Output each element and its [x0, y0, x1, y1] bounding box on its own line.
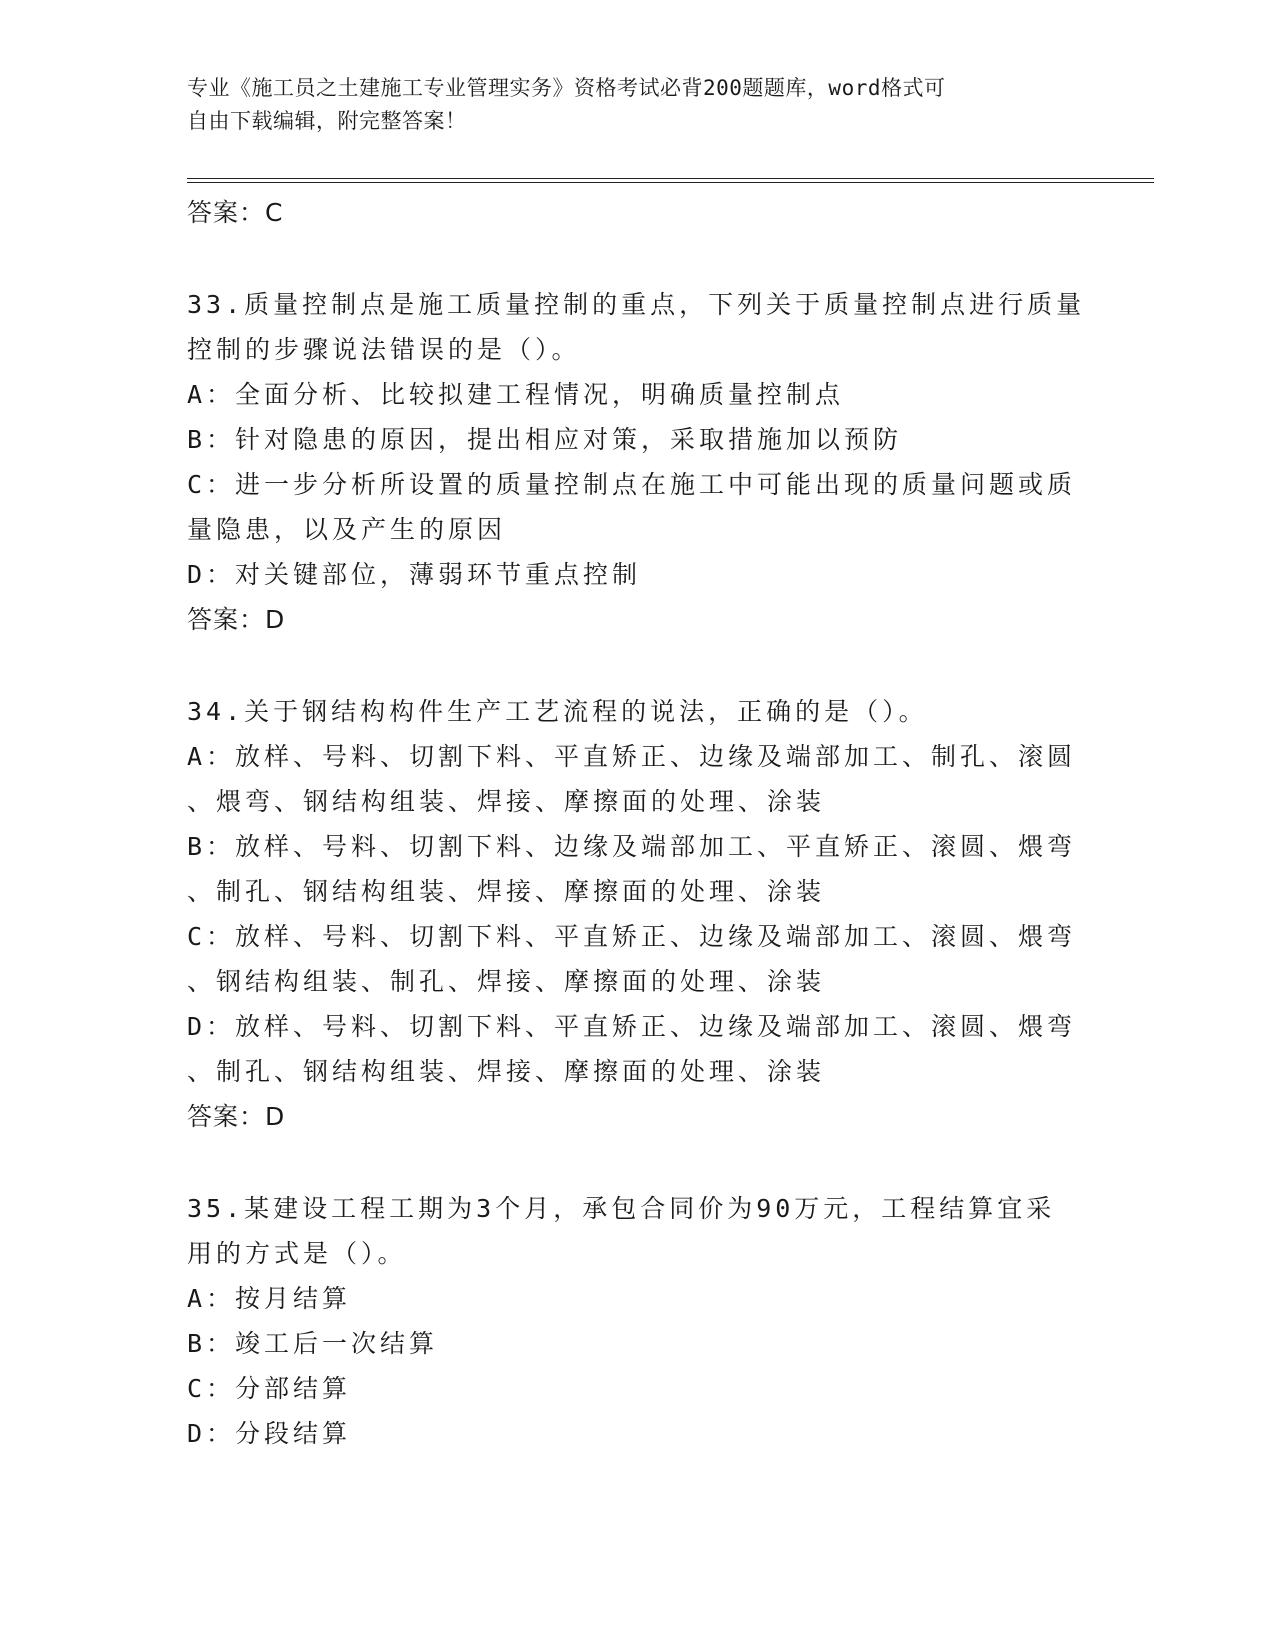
- question-spacer: [187, 1139, 1087, 1186]
- header-divider-top: [187, 178, 1154, 179]
- answer-line: 答案：D: [187, 1102, 286, 1131]
- header-divider-bottom: [187, 182, 1154, 183]
- answer-line: 答案：C: [187, 198, 284, 227]
- option-line: 量隐患，以及产生的原因: [187, 515, 507, 544]
- question-stem-line: 33.质量控制点是施工质量控制的重点，下列关于质量控制点进行质量: [187, 290, 1086, 319]
- option-line: C：进一步分析所设置的质量控制点在施工中可能出现的质量问题或质: [187, 470, 1077, 499]
- question-spacer: [187, 235, 1087, 282]
- option-line: A：放样、号料、切割下料、平直矫正、边缘及端部加工、制孔、滚圆: [187, 742, 1077, 771]
- option-line: 、钢结构组装、制孔、焊接、摩擦面的处理、涂装: [187, 967, 826, 996]
- question-block: [187, 282, 1087, 642]
- option-line: C：放样、号料、切割下料、平直矫正、边缘及端部加工、滚圆、煨弯: [187, 922, 1077, 951]
- question-stem-line: 控制的步骤说法错误的是（）。: [187, 335, 581, 364]
- option-line: D：放样、号料、切割下料、平直矫正、边缘及端部加工、滚圆、煨弯: [187, 1012, 1077, 1041]
- option-line: B：针对隐患的原因，提出相应对策，采取措施加以预防: [187, 425, 903, 454]
- question-block: [187, 689, 1087, 1139]
- option-line: 、制孔、钢结构组装、焊接、摩擦面的处理、涂装: [187, 877, 826, 906]
- option-line: A：全面分析、比较拟建工程情况，明确质量控制点: [187, 380, 845, 409]
- question-stem-line: 35.某建设工程工期为3个月，承包合同价为90万元，工程结算宜采: [187, 1194, 1056, 1223]
- option-line: D：对关键部位，薄弱环节重点控制: [187, 560, 642, 589]
- header-title-line-2: 自由下载编辑，附完整答案！: [187, 109, 467, 133]
- question-spacer: [187, 642, 1087, 689]
- question-list: [187, 190, 1087, 1456]
- document-header: [187, 72, 1067, 138]
- option-line: 、煨弯、钢结构组装、焊接、摩擦面的处理、涂装: [187, 787, 826, 816]
- answer-line: 答案：D: [187, 605, 286, 634]
- option-line: B：竣工后一次结算: [187, 1329, 439, 1358]
- option-line: C：分部结算: [187, 1374, 352, 1403]
- header-title-line-1: 专业《施工员之土建施工专业管理实务》资格考试必背200题题库，word格式可: [187, 76, 946, 100]
- option-line: D：分段结算: [187, 1419, 352, 1448]
- question-stem-line: 34.关于钢结构构件生产工艺流程的说法，正确的是（）。: [187, 697, 928, 726]
- question-stem-line: 用的方式是（）。: [187, 1239, 407, 1268]
- option-line: A：按月结算: [187, 1284, 352, 1313]
- option-line: 、制孔、钢结构组装、焊接、摩擦面的处理、涂装: [187, 1057, 826, 1086]
- option-line: B：放样、号料、切割下料、边缘及端部加工、平直矫正、滚圆、煨弯: [187, 832, 1077, 861]
- questions-container: [187, 235, 1087, 1456]
- question-block: [187, 1186, 1087, 1456]
